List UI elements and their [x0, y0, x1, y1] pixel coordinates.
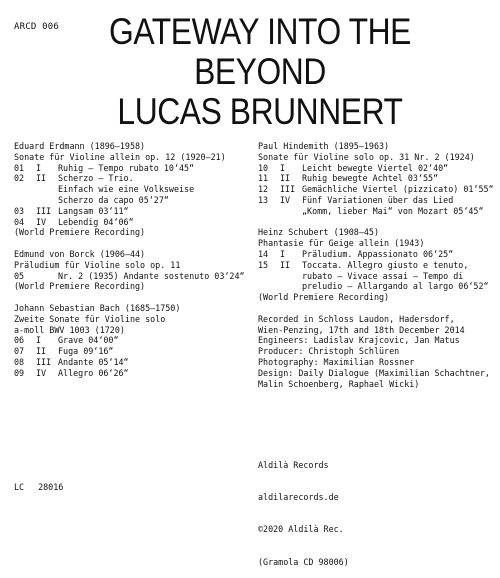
track-number: 08: [14, 356, 25, 367]
movement-number: [36, 271, 58, 282]
track-title: Lebendig 04‘06“: [58, 216, 134, 227]
track-number: 09: [14, 367, 25, 378]
track-number: 04: [14, 216, 25, 227]
track-row: [14, 206, 249, 217]
track-row: [14, 368, 249, 379]
work-title: Zweite Sonate für Violine solo: [14, 313, 166, 324]
track-row: [258, 249, 496, 260]
track-number: 10: [258, 162, 269, 173]
work-block: [14, 141, 249, 238]
movement-number: III: [280, 184, 296, 195]
track-title: Andante 05‘14“: [58, 356, 129, 367]
credit-line: Wien-Penzing, 17th and 18th December 2014: [258, 324, 465, 335]
track-number: 13: [258, 194, 269, 205]
track-number: 14: [258, 248, 269, 259]
movement-number: III: [36, 205, 52, 216]
label-name: Aldilà Records: [258, 459, 329, 470]
movement-number: II: [36, 173, 47, 184]
track-title: Fuga 09‘16“: [58, 346, 114, 357]
track-number: 12: [258, 184, 269, 195]
track-title: Fünf Variationen über das Lied: [302, 194, 454, 205]
track-title: Langsam 03‘11“: [58, 205, 129, 216]
track-number: 03: [14, 205, 25, 216]
movement-number: IV: [280, 194, 291, 205]
track-title-cont: rubato – Vivace assai – Tempo di: [302, 270, 464, 281]
composer-name: Johann Sebastian Bach (1685–1750): [14, 302, 181, 313]
composer-name: Eduard Erdmann (1896–1958): [14, 141, 146, 151]
premiere-note: (World Premiere Recording): [14, 227, 146, 238]
credit-line: Design: Daily Dialogue (Maximilian Schachtner,: [258, 367, 490, 378]
label-code: [14, 482, 63, 492]
tracklist-left-column: [14, 141, 249, 389]
movement-number: I: [280, 248, 286, 259]
track-number: 15: [258, 259, 269, 270]
track-row: [14, 163, 249, 174]
distributor-code: (Gramola CD 98006): [258, 556, 349, 567]
track-title: Leicht bewegte Viertel 02‘40“: [302, 162, 449, 173]
work-title-cont: a-moll BWV 1003 (1720): [14, 324, 125, 335]
album-title: [88, 12, 432, 132]
track-number: 07: [14, 346, 25, 357]
work-title: Sonate für Violine allein op. 12 (1920–21): [14, 151, 226, 162]
track-title: Toccata. Allegro giusto e tenuto,: [302, 259, 469, 270]
premiere-note: (World Premiere Recording): [258, 292, 390, 303]
track-row: [258, 195, 496, 206]
work-block: [14, 249, 249, 292]
movement-number: I: [280, 162, 286, 173]
work-block: [258, 227, 496, 303]
movement-number: II: [280, 259, 291, 270]
composer-name: Edmund von Borck (1906–44): [14, 248, 146, 259]
track-row: [258, 173, 496, 184]
track-row: [258, 184, 496, 195]
track-row: [258, 260, 496, 271]
track-row: [14, 271, 249, 282]
track-number: 05: [14, 270, 25, 281]
catalog-number: ARCD 006: [14, 22, 59, 32]
title-line-3: LUCAS BRUNNERT: [117, 91, 403, 132]
work-block: [14, 303, 249, 379]
track-row: [14, 217, 249, 228]
track-title: Allegro 06‘26“: [58, 367, 129, 378]
movement-number: IV: [36, 216, 47, 227]
work-title: Sonate für Violine solo op. 31 Nr. 2 (1924): [258, 151, 475, 162]
composer-name: Heinz Schubert (1908–45): [258, 227, 380, 238]
lc-number: 28016: [38, 482, 64, 492]
track-title-cont: Einfach wie eine Volksweise: [58, 184, 195, 195]
credit-line: Producer: Christoph Schlüren: [258, 346, 400, 357]
track-title-cont: preludio – Allargando al largo 06‘52“: [302, 281, 489, 292]
track-row: [14, 335, 249, 346]
credit-line: Photography: Maximilian Rossner: [258, 356, 415, 367]
track-row: [14, 173, 249, 184]
label-info: [258, 438, 349, 578]
composer-name: Paul Hindemith (1895–1963): [258, 141, 390, 151]
track-number: 01: [14, 162, 25, 173]
track-title: Grave 04‘00“: [58, 335, 119, 346]
track-title: Gemächliche Viertel (pizzicato) 01‘55“: [302, 184, 494, 195]
lc-label: LC: [14, 482, 25, 492]
track-number: 06: [14, 335, 25, 346]
track-title: Nr. 2 (1935) Andante sostenuto 03‘24“: [58, 270, 245, 281]
track-title: Scherzo – Trio.: [58, 173, 134, 184]
recording-credits: [258, 314, 496, 390]
track-row: [258, 163, 496, 174]
tracklist-right-column: [258, 141, 496, 389]
movement-number: I: [36, 162, 42, 173]
credit-line: Engineers: Ladislav Krajcovic, Jan Matus: [258, 335, 460, 346]
premiere-note: (World Premiere Recording): [14, 281, 146, 292]
work-block: [258, 141, 496, 217]
movement-number: III: [36, 356, 52, 367]
credit-line: Malin Schoenberg, Raphael Wicki): [258, 378, 420, 389]
movement-number: II: [36, 346, 47, 357]
title-line-2: BEYOND: [194, 51, 326, 92]
title-line-1: GATEWAY INTO THE: [109, 11, 411, 52]
label-website: aldilarecords.de: [258, 491, 339, 502]
movement-number: IV: [36, 367, 47, 378]
track-row: [14, 346, 249, 357]
movement-number: I: [36, 335, 42, 346]
movement-number: II: [280, 173, 291, 184]
credit-line: Recorded in Schloss Laudon, Hadersdorf,: [258, 313, 455, 324]
copyright: ©2020 Aldilà Rec.: [258, 524, 344, 535]
track-number: 02: [14, 173, 25, 184]
work-title: Präludium für Violine solo op. 11: [14, 259, 181, 270]
track-title: Ruhig bewegte Achtel 03‘55“: [302, 173, 439, 184]
track-title: Präludium. Appassionato 06‘25“: [302, 248, 454, 259]
track-title-cont: „Komm, lieber Mai“ von Mozart 05‘45“: [302, 205, 484, 216]
track-number: 11: [258, 173, 269, 184]
work-title: Phantasie für Geige allein (1943): [258, 238, 425, 249]
track-title: Ruhig – Tempo rubato 10‘45“: [58, 162, 195, 173]
track-row: [14, 357, 249, 368]
track-title-cont: Scherzo da capo 05‘27“: [58, 194, 169, 205]
